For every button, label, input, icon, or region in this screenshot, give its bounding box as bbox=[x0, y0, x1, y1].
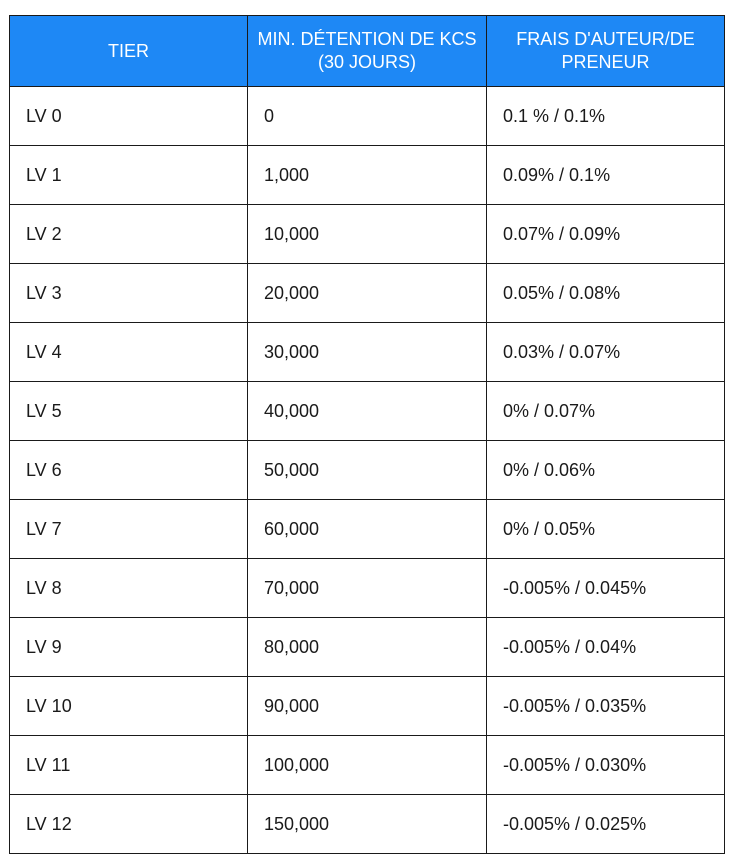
fees-cell: -0.005% / 0.04% bbox=[487, 618, 725, 677]
header-min-holding: MIN. DÉTENTION DE KCS (30 JOURS) bbox=[248, 16, 487, 87]
header-fees: FRAIS D'AUTEUR/DE PRENEUR bbox=[487, 16, 725, 87]
tier-cell: LV 3 bbox=[10, 264, 248, 323]
min-holding-cell: 20,000 bbox=[248, 264, 487, 323]
fees-cell: -0.005% / 0.045% bbox=[487, 559, 725, 618]
table-row bbox=[10, 382, 725, 441]
fees-cell: 0.07% / 0.09% bbox=[487, 205, 725, 264]
header-tier: TIER bbox=[10, 16, 248, 87]
min-holding-cell: 40,000 bbox=[248, 382, 487, 441]
fees-cell: -0.005% / 0.025% bbox=[487, 795, 725, 854]
fees-cell: 0.05% / 0.08% bbox=[487, 264, 725, 323]
table-row bbox=[10, 618, 725, 677]
tier-cell: LV 7 bbox=[10, 500, 248, 559]
min-holding-cell: 60,000 bbox=[248, 500, 487, 559]
fees-cell: -0.005% / 0.035% bbox=[487, 677, 725, 736]
table-row bbox=[10, 441, 725, 500]
table-row bbox=[10, 559, 725, 618]
table-header bbox=[10, 16, 725, 87]
min-holding-cell: 10,000 bbox=[248, 205, 487, 264]
tier-cell: LV 2 bbox=[10, 205, 248, 264]
fees-cell: 0.09% / 0.1% bbox=[487, 146, 725, 205]
fees-cell: -0.005% / 0.030% bbox=[487, 736, 725, 795]
table-row bbox=[10, 736, 725, 795]
tier-cell: LV 11 bbox=[10, 736, 248, 795]
tier-cell: LV 10 bbox=[10, 677, 248, 736]
fee-tier-table bbox=[9, 15, 725, 854]
fees-cell: 0% / 0.07% bbox=[487, 382, 725, 441]
tier-cell: LV 4 bbox=[10, 323, 248, 382]
table-body bbox=[10, 87, 725, 854]
min-holding-cell: 150,000 bbox=[248, 795, 487, 854]
table-row bbox=[10, 323, 725, 382]
min-holding-cell: 100,000 bbox=[248, 736, 487, 795]
table-row bbox=[10, 205, 725, 264]
fees-cell: 0% / 0.05% bbox=[487, 500, 725, 559]
min-holding-cell: 90,000 bbox=[248, 677, 487, 736]
table-row bbox=[10, 500, 725, 559]
table-row bbox=[10, 87, 725, 146]
tier-cell: LV 6 bbox=[10, 441, 248, 500]
tier-cell: LV 8 bbox=[10, 559, 248, 618]
fees-cell: 0% / 0.06% bbox=[487, 441, 725, 500]
header-row bbox=[10, 16, 725, 87]
tier-cell: LV 12 bbox=[10, 795, 248, 854]
min-holding-cell: 30,000 bbox=[248, 323, 487, 382]
tier-cell: LV 1 bbox=[10, 146, 248, 205]
min-holding-cell: 80,000 bbox=[248, 618, 487, 677]
min-holding-cell: 0 bbox=[248, 87, 487, 146]
table-row bbox=[10, 677, 725, 736]
fees-cell: 0.03% / 0.07% bbox=[487, 323, 725, 382]
tier-cell: LV 0 bbox=[10, 87, 248, 146]
table-row bbox=[10, 264, 725, 323]
fees-cell: 0.1 % / 0.1% bbox=[487, 87, 725, 146]
min-holding-cell: 50,000 bbox=[248, 441, 487, 500]
min-holding-cell: 70,000 bbox=[248, 559, 487, 618]
min-holding-cell: 1,000 bbox=[248, 146, 487, 205]
table-row bbox=[10, 795, 725, 854]
tier-cell: LV 9 bbox=[10, 618, 248, 677]
tier-cell: LV 5 bbox=[10, 382, 248, 441]
table-row bbox=[10, 146, 725, 205]
